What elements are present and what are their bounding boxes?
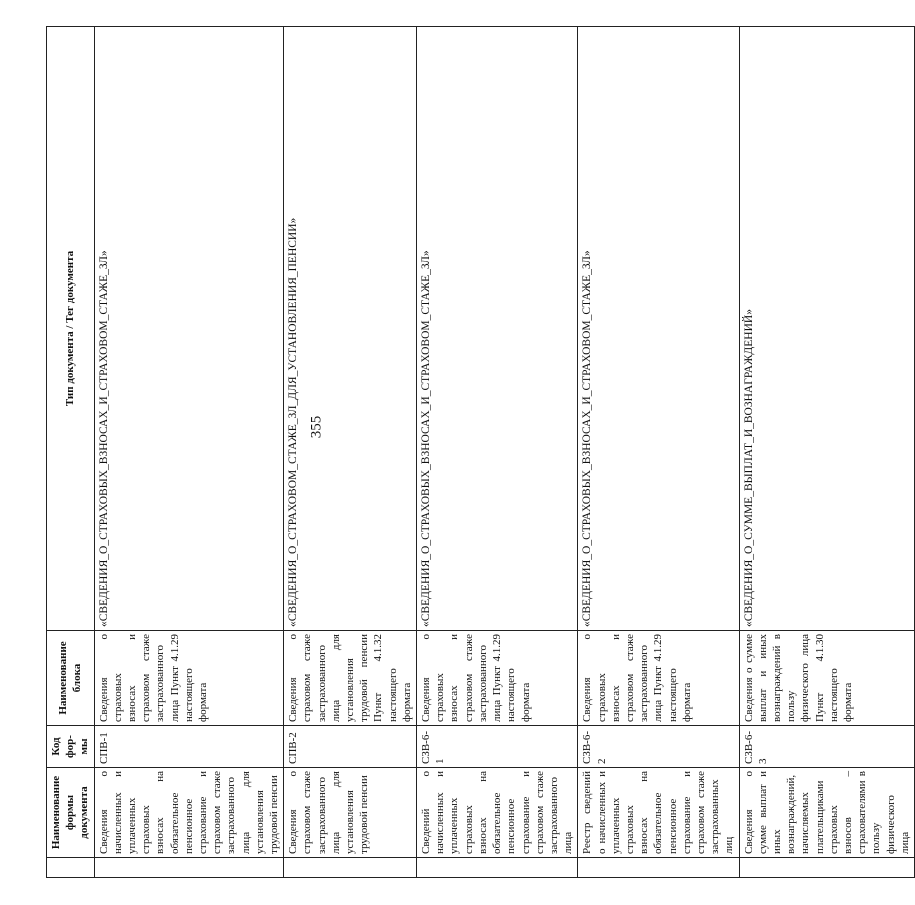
header-block-name: Наименование блока (47, 631, 95, 726)
table-row (578, 27, 739, 878)
cell-number (284, 858, 417, 878)
cell-number (94, 858, 284, 878)
table-row (739, 27, 914, 878)
table-row (284, 27, 417, 878)
cell-block-name: Сведения о страховом стаже застрахованного лица для установления трудовой пенсии Пункт 4.1.32 настоящего формата (284, 631, 417, 726)
rotated-table-container (46, 26, 911, 878)
cell-block-name: Сведения о страховых взносах и страховом стаже застрахованного лица Пункт 4.1.29 настоящего формата (417, 631, 578, 726)
cell-doc-type: «СВЕДЕНИЯ_О_СТРАХОВЫХ_ВЗНОСАХ_И_СТРАХОВОМ_СТАЖЕ_ЗЛ» (578, 27, 739, 631)
cell-form-code: СПВ-1 (94, 726, 284, 768)
header-form-code: Код фор-мы (47, 726, 95, 768)
table-header-row (47, 27, 95, 878)
cell-block-name: Сведения о сумме выплат и иных вознаграждений в пользу физического лица Пункт 4.1.30 настоящего формата (739, 631, 914, 726)
document-type-table (46, 26, 915, 878)
cell-form-code: СЗВ-6-2 (578, 726, 739, 768)
cell-doc-type: «СВЕДЕНИЯ_О_СУММЕ_ВЫПЛАТ_И_ВОЗНАГРАЖДЕНИЙ» (739, 27, 914, 631)
page-number: 355 (308, 415, 325, 439)
cell-form-code: СЗВ-6-1 (417, 726, 578, 768)
cell-number (578, 858, 739, 878)
header-number (47, 858, 95, 878)
cell-form-code: СПВ-2 (284, 726, 417, 768)
cell-form-name: Сведения о страховом стаже застрахованного лица для установления трудовой пенсии (284, 768, 417, 858)
cell-block-name: Сведения о страховых взносах и страховом стаже застрахованного лица Пункт 4.1.29 настоящего формата (578, 631, 739, 726)
cell-doc-type: «СВЕДЕНИЯ_О_СТРАХОВЫХ_ВЗНОСАХ_И_СТРАХОВОМ_СТАЖЕ_ЗЛ» (94, 27, 284, 631)
table-row (94, 27, 284, 878)
cell-form-name: Сведений о начисленных и уплаченных страховых взносах на обязательное пенсионное страхование и страховом стаже застрахованного лица (417, 768, 578, 858)
cell-form-name: Реестр сведений о начисленных и уплаченных страховых взносах на обязательное пенсионное страхование и страховом стаже застрахованных лиц (578, 768, 739, 858)
cell-form-code: СЗВ-6-3 (739, 726, 914, 768)
header-form-name: Наименование формы документа (47, 768, 95, 858)
cell-block-name: Сведения о страховых взносах и страховом стаже застрахованного лица Пункт 4.1.29 настоящего формата (94, 631, 284, 726)
cell-form-name: Сведения о начисленных и уплаченных страховых взносах на обязательное пенсионное страхование и страховом стаже застрахованного лица для установления трудовой пенсии (94, 768, 284, 858)
cell-number (417, 858, 578, 878)
table-row (417, 27, 578, 878)
cell-doc-type: «СВЕДЕНИЯ_О_СТРАХОВЫХ_ВЗНОСАХ_И_СТРАХОВОМ_СТАЖЕ_ЗЛ» (417, 27, 578, 631)
cell-form-name: Сведения о сумме выплат и иных вознаграждений, начисляемых плательщиками страховых взносов – страхователями в пользу физического лица (739, 768, 914, 858)
header-doc-type: Тип документа / Тег документа (47, 27, 95, 631)
cell-doc-type: «СВЕДЕНИЯ_О_СТРАХОВОМ_СТАЖЕ_ЗЛ_ДЛЯ_УСТАНОВЛЕНИЯ_ПЕНСИИ» (284, 27, 417, 631)
cell-number (739, 858, 914, 878)
